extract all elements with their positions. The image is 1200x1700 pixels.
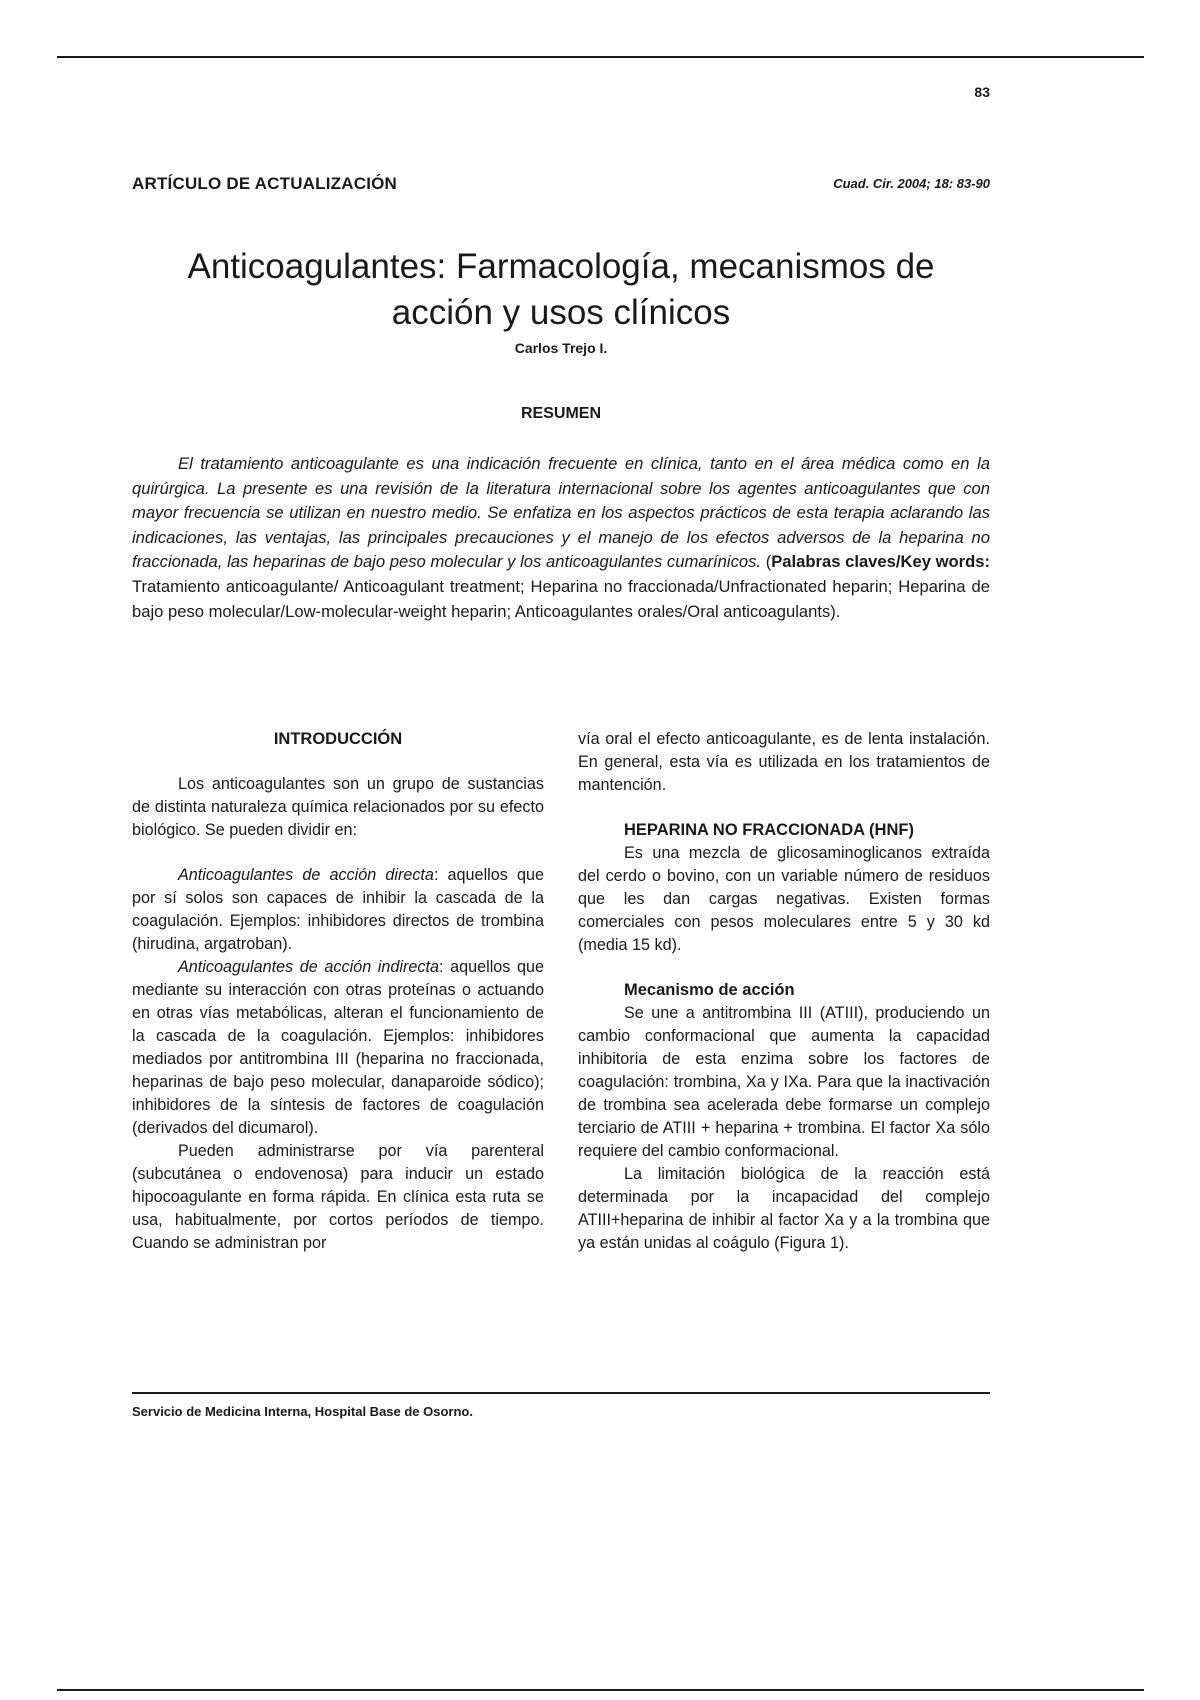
top-rule: [57, 56, 1144, 58]
hnf-paragraph: Es una mezcla de glicosaminoglicanos extraída del cerdo o bovino, con un variable número de residuos que les dan cargas negativas. Existen formas comerciales con pesos moleculares entre 5 y 30 kd (media 15 kd).: [578, 844, 990, 954]
hnf-heading: HEPARINA NO FRACCIONADA (HNF): [624, 821, 914, 839]
keywords-label: Palabras claves/Key words:: [771, 552, 991, 572]
indirect-term: Anticoagulantes de acción indirecta: [178, 958, 439, 976]
right-column: [578, 728, 990, 1255]
title-line-1: Anticoagulantes: Farmacología, mecanismos de: [187, 247, 935, 286]
journal-citation: Cuad. Cir. 2004; 18: 83-90: [833, 176, 990, 191]
running-header: [132, 174, 990, 196]
page-number: 83: [974, 84, 990, 100]
parenteral-paragraph: Pueden administrarse por vía parenteral (subcutánea o endovenosa) para inducir un estado hipocoagulante en forma rápida. En clínica esta ruta se usa, habitualmente, por cortos períodos de tiempo. Cuando se administran por: [132, 1142, 544, 1252]
section-label: ARTÍCULO DE ACTUALIZACIÓN: [132, 174, 398, 193]
indirect-text: : aquellos que mediante su interacción con otras proteínas o actuando en otras vías metabólicas, alteran el funcionamiento de la cascada de la coagulación. Ejemplos: inhibidores mediados por antitrombina III (heparina no fraccionada, heparinas de bajo peso molecular, danaparoide sódico); inhibidores de la síntesis de factores de coagulación (derivados del dicumarol).: [132, 958, 544, 1137]
limitation-paragraph: La limitación biológica de la reacción está determinada por la incapacidad del complejo ATIII+heparina de inhibir al factor Xa y a la trombina que ya están unidas al coágulo (Figura 1).: [578, 1165, 990, 1252]
mechanism-paragraph: Se une a antitrombina III (ATIII), produciendo un cambio conformacional que aumenta la capacidad inhibitoria de esta enzima sobre los factores de coagulación: trombina, Xa y IXa. Para que la inactivación de trombina sea acelerada debe formarse un complejo terciario de ATIII + heparina + trombina. El factor Xa sólo requiere del cambio conformacional.: [578, 1004, 990, 1160]
author: Carlos Trejo I.: [514, 340, 608, 356]
mechanism-heading: Mecanismo de acción: [624, 981, 795, 999]
spacer: [578, 957, 990, 979]
continuation-paragraph: vía oral el efecto anticoagulante, es de lenta instalación. En general, esta vía es utilizada en los tratamientos de mantención.: [578, 730, 990, 794]
article-title: [132, 244, 990, 336]
direct-anticoagulants-paragraph: [132, 864, 544, 956]
footnote-rule: [132, 1392, 990, 1394]
spacer: [132, 842, 544, 864]
affiliation-footnote: Servicio de Medicina Interna, Hospital Base de Osorno.: [132, 1404, 473, 1419]
title-line-2: acción y usos clínicos: [391, 293, 731, 332]
abstract-paren: (: [761, 552, 772, 572]
intro-paragraph: Los anticoagulantes son un grupo de sustancias de distinta naturaleza química relacionados por su efecto biológico. Se pueden dividir en:: [132, 775, 544, 839]
direct-text: : aquellos que por sí solos son capaces de inhibir la cascada de la coagulación. Ejemplos: inhibidores directos de trombina (hirudina, argatroban).: [132, 866, 544, 953]
introduction-heading: INTRODUCCIÓN: [273, 730, 403, 748]
spacer: [578, 797, 990, 819]
abstract: [132, 452, 990, 624]
indirect-anticoagulants-paragraph: [132, 956, 544, 1140]
abstract-body: El tratamiento anticoagulante es una indicación frecuente en clínica, tanto en el área médica como en la quirúrgica. La presente es una revisión de la literatura internacional sobre los agentes anticoagulantes que con mayor frecuencia se utilizan en nuestro medio. Se enfatiza en los aspectos prácticos de esta terapia aclarando las indicaciones, las ventajas, las principales precauciones y el manejo de los efectos adversos de la heparina no fraccionada, las heparinas de bajo peso molecular y los anticoagulantes cumarínicos.: [132, 454, 990, 572]
bottom-rule: [57, 1689, 1144, 1691]
abstract-heading: RESUMEN: [520, 405, 601, 422]
direct-term: Anticoagulantes de acción directa: [178, 866, 434, 884]
keywords-text: Tratamiento anticoagulante/ Anticoagulant treatment; Heparina no fraccionada/Unfractionated heparin; Heparina de bajo peso molecular/Low-molecular-weight heparin; Anticoagulantes orales/Oral anticoagulants).: [132, 576, 990, 621]
left-column: [132, 728, 544, 1255]
